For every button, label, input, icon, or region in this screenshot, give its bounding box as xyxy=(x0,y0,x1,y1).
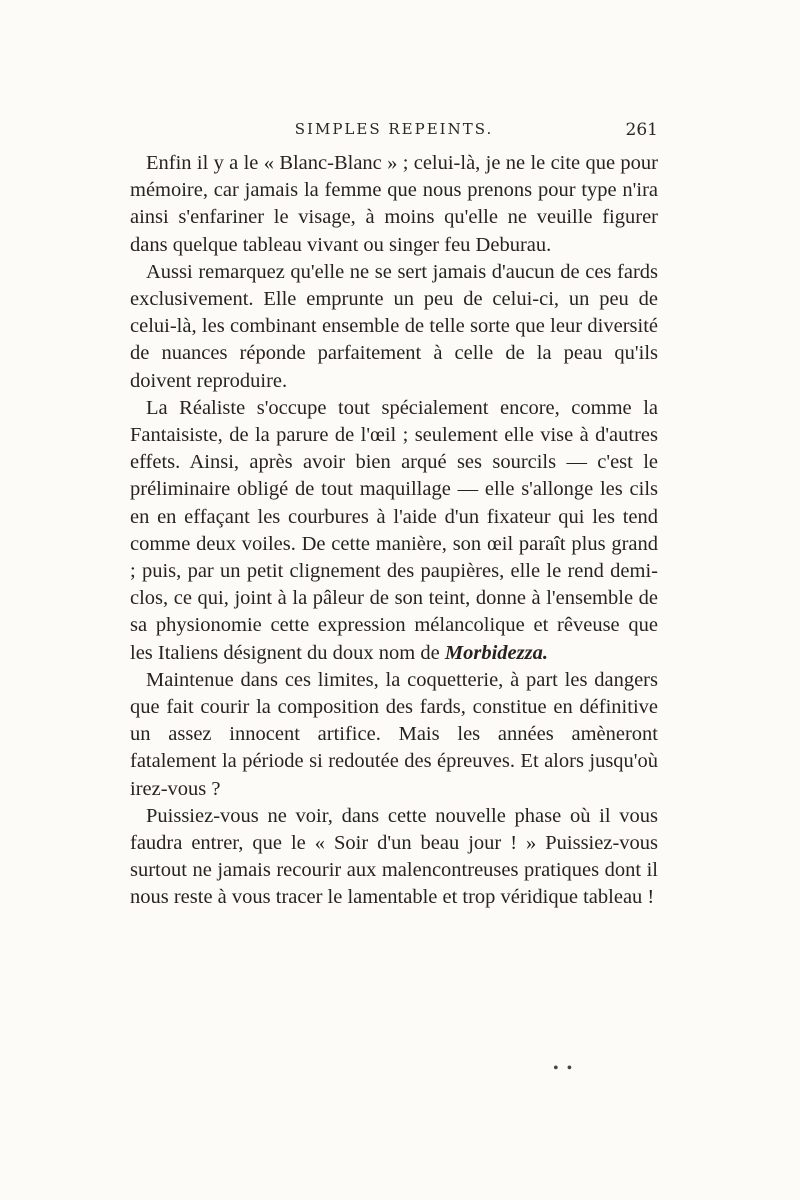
running-head xyxy=(130,120,658,144)
italic-term: Morbidezza. xyxy=(444,641,548,664)
page-number: 261 xyxy=(625,120,658,140)
paragraph-4: Maintenue dans ces limites, la coquetterie, à part les dangers que fait courir la composition des fards, constitue en définitive un assez innocent artifice. Mais les années amèneront fatalement la période si redoutée des épreuves. Et alors jusqu'où irez-vous ? xyxy=(130,668,658,800)
footer-mark: • • xyxy=(553,1060,575,1077)
paragraph-2: Aussi remarquez qu'elle ne se sert jamais d'aucun de ces fards exclusivement. Elle emprunte un peu de celui-ci, un peu de celui-là, les combinant ensemble de telle sorte que leur diversité de nuances réponde parfaitement à celle de la peau qu'ils doivent reproduire. xyxy=(130,260,658,392)
paragraph-1: Enfin il y a le « Blanc-Blanc » ; celui-là, je ne le cite que pour mémoire, car jamais la femme que nous prenons pour type n'ira ainsi s'enfariner le visage, à moins qu'elle ne veuille figurer dans quelque tableau vivant ou singer feu Deburau. xyxy=(130,152,658,256)
body-text xyxy=(130,150,658,912)
paragraph-5: Puissiez-vous ne voir, dans cette nouvelle phase où il vous faudra entrer, que le « Soir d'un beau jour ! » Puissiez-vous surtout ne jamais recourir aux malencontreuses pratiques dont il nous reste à vous tracer le lamentable et trop véridique tableau ! xyxy=(130,804,658,909)
paragraph-3 xyxy=(130,395,658,667)
paragraph-3-text: La Réaliste s'occupe tout spécialement encore, comme la Fantaisiste, de la parure de l'œil ; seulement elle vise à d'autres effets. Ainsi, après avoir bien arqué ses sourcils — c'est le préliminaire obligé de tout maquillage — elle s'allonge les cils en en effaçant les courbures à l'aide d'un fixateur qui les tend comme deux voiles. De cette manière, son œil paraît plus grand ; puis, par un petit clignement des paupières, elle le rend demi-clos, ce qui, joint à la pâleur de son teint, donne à l'ensemble de sa physionomie cette expression mélancolique et rêveuse que les Italiens désignent du doux nom de xyxy=(130,396,658,664)
running-title: SIMPLES REPEINTS. xyxy=(294,120,494,138)
